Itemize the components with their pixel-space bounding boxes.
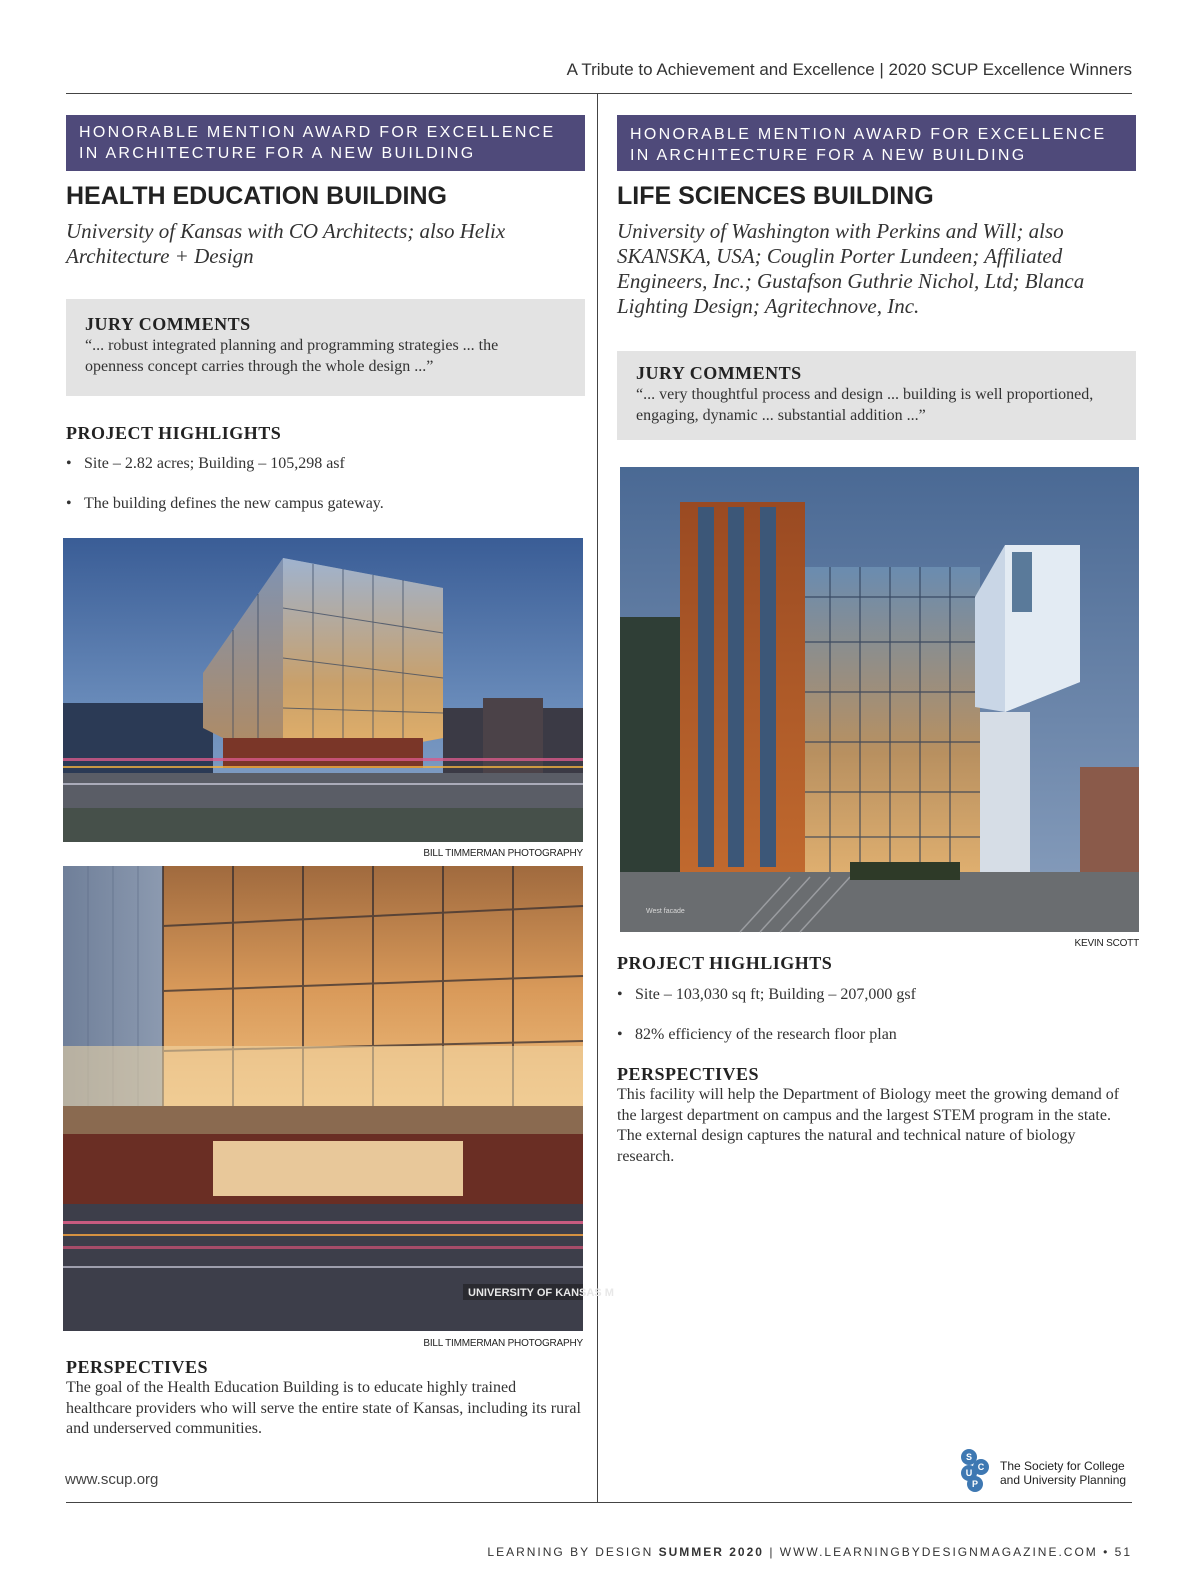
photo-credit: KEVIN SCOTT bbox=[1074, 938, 1139, 949]
photo-credit: BILL TIMMERMAN PHOTOGRAPHY bbox=[423, 1338, 583, 1349]
highlights-heading: PROJECT HIGHLIGHTS bbox=[66, 423, 282, 443]
award-banner bbox=[617, 115, 1136, 171]
logo-letter: C bbox=[977, 1462, 985, 1472]
jury-text: “... robust integrated planning and programming strategies ... the openness concept carries through the whole design ...” bbox=[85, 337, 499, 375]
list-item: • Site – 103,030 sq ft; Building – 207,000 gsf bbox=[617, 984, 1136, 1005]
health-education-building-photo bbox=[63, 538, 583, 842]
jury-heading: JURY COMMENTS bbox=[85, 314, 251, 334]
logo-letter: P bbox=[971, 1479, 979, 1489]
jury-heading: JURY COMMENTS bbox=[636, 363, 802, 383]
award-banner bbox=[66, 115, 585, 171]
magazine-name: LEARNING BY DESIGN bbox=[487, 1545, 654, 1559]
photo-credit: BILL TIMMERMAN PHOTOGRAPHY bbox=[423, 848, 583, 859]
highlights-list bbox=[617, 984, 1136, 1045]
logo-line: The Society for College bbox=[1000, 1459, 1125, 1473]
banner-line: IN ARCHITECTURE FOR A NEW BUILDING bbox=[79, 145, 476, 162]
top-rule bbox=[66, 93, 1132, 94]
running-header: A Tribute to Achievement and Excellence | 2020 SCUP Excellence Winners bbox=[566, 60, 1132, 79]
left-column bbox=[66, 115, 585, 533]
highlights-heading: PROJECT HIGHLIGHTS bbox=[617, 953, 833, 973]
logo-wordmark bbox=[1000, 1459, 1126, 1487]
magazine-issue: SUMMER 2020 bbox=[658, 1545, 764, 1559]
photo-caption: West facade bbox=[646, 908, 685, 915]
banner-line: HONORABLE MENTION AWARD FOR EXCELLENCE bbox=[79, 124, 556, 141]
perspectives-heading: PERSPECTIVES bbox=[617, 1064, 760, 1084]
list-item: • The building defines the new campus gateway. bbox=[66, 493, 585, 514]
life-sciences-building-photo bbox=[620, 467, 1139, 932]
project-title: LIFE SCIENCES BUILDING bbox=[617, 182, 934, 210]
jury-comments-box bbox=[617, 351, 1136, 440]
health-education-building-detail-photo bbox=[63, 866, 614, 1331]
banner-line: HONORABLE MENTION AWARD FOR EXCELLENCE bbox=[630, 126, 1107, 143]
right-column bbox=[617, 115, 1136, 440]
perspectives-heading: PERSPECTIVES bbox=[66, 1357, 209, 1377]
bottom-rule bbox=[66, 1502, 1132, 1503]
project-team: University of Washington with Perkins and Will; also SKANSKA, USA; Couglin Porter Lundeen; Affiliated Engineers, Inc.; Gustafson Guthrie Nichol, Ltd; Blanca Lighting Design; Agritechnove, Inc. bbox=[617, 219, 1085, 318]
project-title: HEALTH EDUCATION BUILDING bbox=[66, 182, 447, 210]
logo-letter: S bbox=[965, 1452, 973, 1462]
jury-text: “... very thoughtful process and design ... building is well proportioned, engaging, dynamic ... substantial addition ...” bbox=[636, 386, 1094, 424]
list-item: • 82% efficiency of the research floor plan bbox=[617, 1024, 1136, 1045]
project-team: University of Kansas with CO Architects; also Helix Architecture + Design bbox=[66, 219, 506, 268]
logo-letter: U bbox=[965, 1468, 973, 1478]
highlights-list bbox=[66, 453, 585, 514]
right-lower bbox=[617, 953, 1136, 1167]
logo-line: and University Planning bbox=[1000, 1473, 1127, 1487]
perspectives-text: The goal of the Health Education Building is to educate highly trained healthcare providers who will serve the entire state of Kansas, including its rural and underserved communities. bbox=[66, 1379, 581, 1437]
magazine-url-page: | WWW.LEARNINGBYDESIGNMAGAZINE.COM • 51 bbox=[769, 1545, 1132, 1559]
building-sign: UNIVERSITY OF KANSAS M bbox=[468, 1287, 614, 1299]
perspectives-text: This facility will help the Department of Biology meet the growing demand of the largest department on campus and the largest STEM program in the state. The external design captures the natural and technical nature of biology research. bbox=[617, 1086, 1120, 1165]
list-item: • Site – 2.82 acres; Building – 105,298 asf bbox=[66, 453, 585, 474]
website-link[interactable]: www.scup.org bbox=[65, 1471, 159, 1488]
jury-comments-box bbox=[66, 299, 585, 396]
scup-logo bbox=[957, 1447, 997, 1498]
banner-line: IN ARCHITECTURE FOR A NEW BUILDING bbox=[630, 147, 1027, 164]
left-perspectives bbox=[66, 1357, 585, 1440]
magazine-footer bbox=[487, 1545, 1132, 1559]
